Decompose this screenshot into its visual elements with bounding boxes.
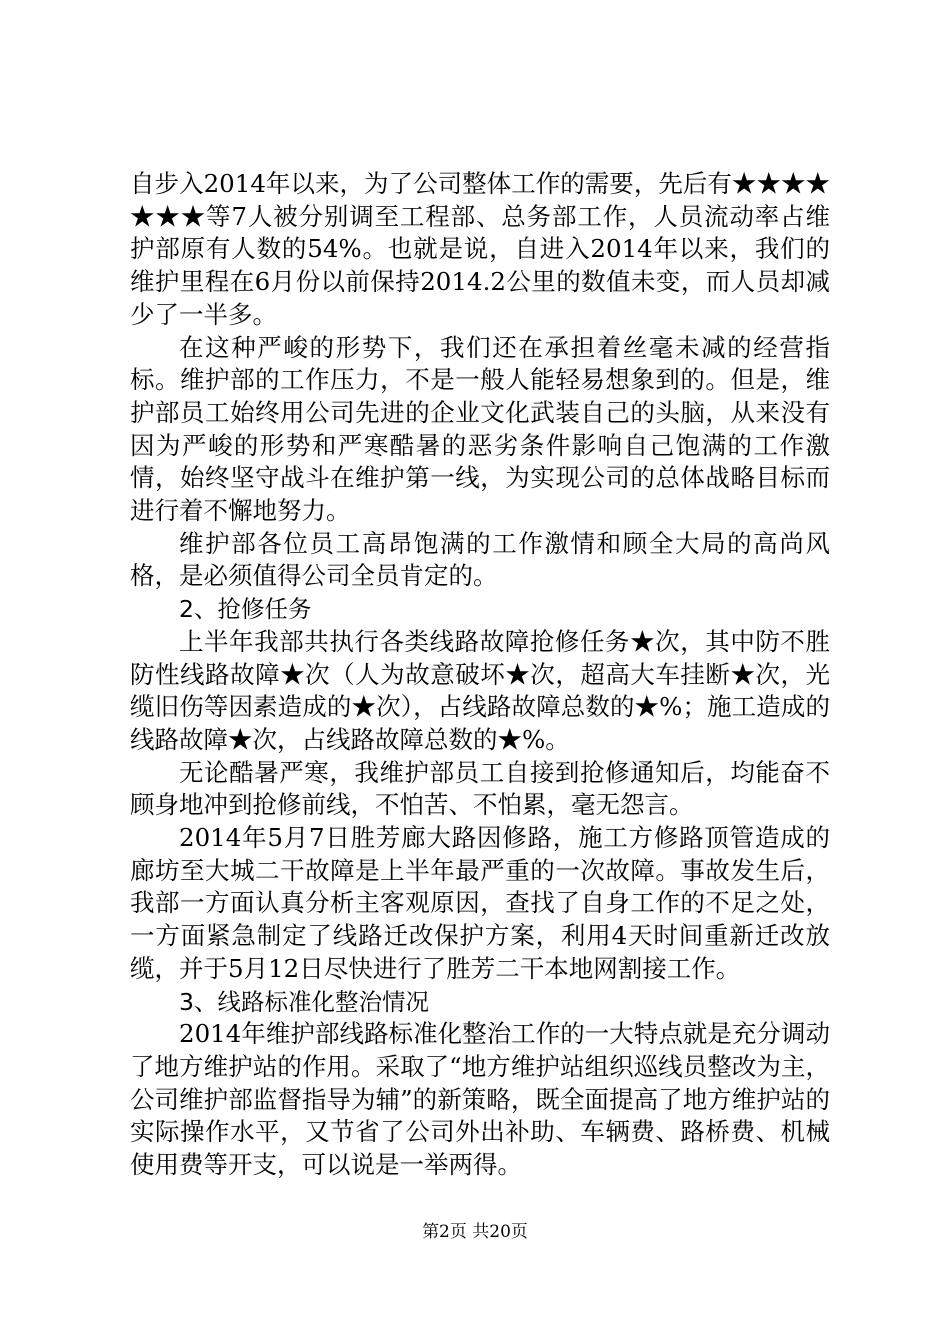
paragraph-3: 维护部各位员工高昂饱满的工作激情和顾全大局的高尚风格，是必须值得公司全员肯定的。 [130, 528, 830, 591]
document-body [130, 168, 830, 1182]
paragraph-1: 自步入2014年以来，为了公司整体工作的需要，先后有★★★★★★★等7人被分别调至工程部、总务部工作，人员流动率占维护部原有人数的54%。也就是说，自进入2014年以来，我们的维护里程在6月份以前保持2014.2公里的数值未变，而人员却减少了一半多。 [130, 169, 830, 329]
paragraph-6: 2014年5月7日胜芳廊大路因修路，施工方修路顶管造成的廊坊至大城二干故障是上半年最严重的一次故障。事故发生后，我部一方面认真分析主客观原因，查找了自身工作的不足之处，一方面紧急制定了线路迁改保护方案，利用4天时间重新迁改放缆，并于5月12日尽快进行了胜芳二干本地网割接工作。 [130, 823, 830, 983]
page-number-footer: 第2页 共20页 [422, 1222, 528, 1242]
paragraph-2: 在这种严峻的形势下，我们还在承担着丝毫未减的经营指标。维护部的工作压力，不是一般人能轻易想象到的。但是，维护部员工始终用公司先进的企业文化武装自己的头脑，从来没有因为严峻的形势和严寒酷暑的恶劣条件影响自己饱满的工作激情，始终坚守战斗在维护第一线，为实现公司的总体战略目标而进行着不懈地努力。 [130, 332, 830, 526]
paragraph-4: 上半年我部共执行各类线路故障抢修任务★次，其中防不胜防性线路故障★次（人为故意破坏★次，超高大车挂断★次，光缆旧伤等因素造成的★次），占线路故障总数的★%；施工造成的线路故障★次，占线路故障总数的★%。 [130, 626, 830, 754]
paragraph-7: 2014年维护部线路标准化整治工作的一大特点就是充分调动了地方维护站的作用。采取了“地方维护站组织巡线员整改为主，公司维护部监督指导为辅”的新策略，既全面提高了地方维护站的实际操作水平，又节省了公司外出补助、车辆费、路桥费、机械使用费等开支，可以说是一举两得。 [130, 1019, 830, 1180]
paragraph-5: 无论酷暑严寒，我维护部员工自接到抢修通知后，均能奋不顾身地冲到抢修前线，不怕苦、不怕累，毫无怨言。 [130, 757, 830, 820]
section-heading-standardization: 3、线路标准化整治情况 [179, 987, 429, 1016]
section-heading-repair: 2、抢修任务 [179, 595, 312, 624]
